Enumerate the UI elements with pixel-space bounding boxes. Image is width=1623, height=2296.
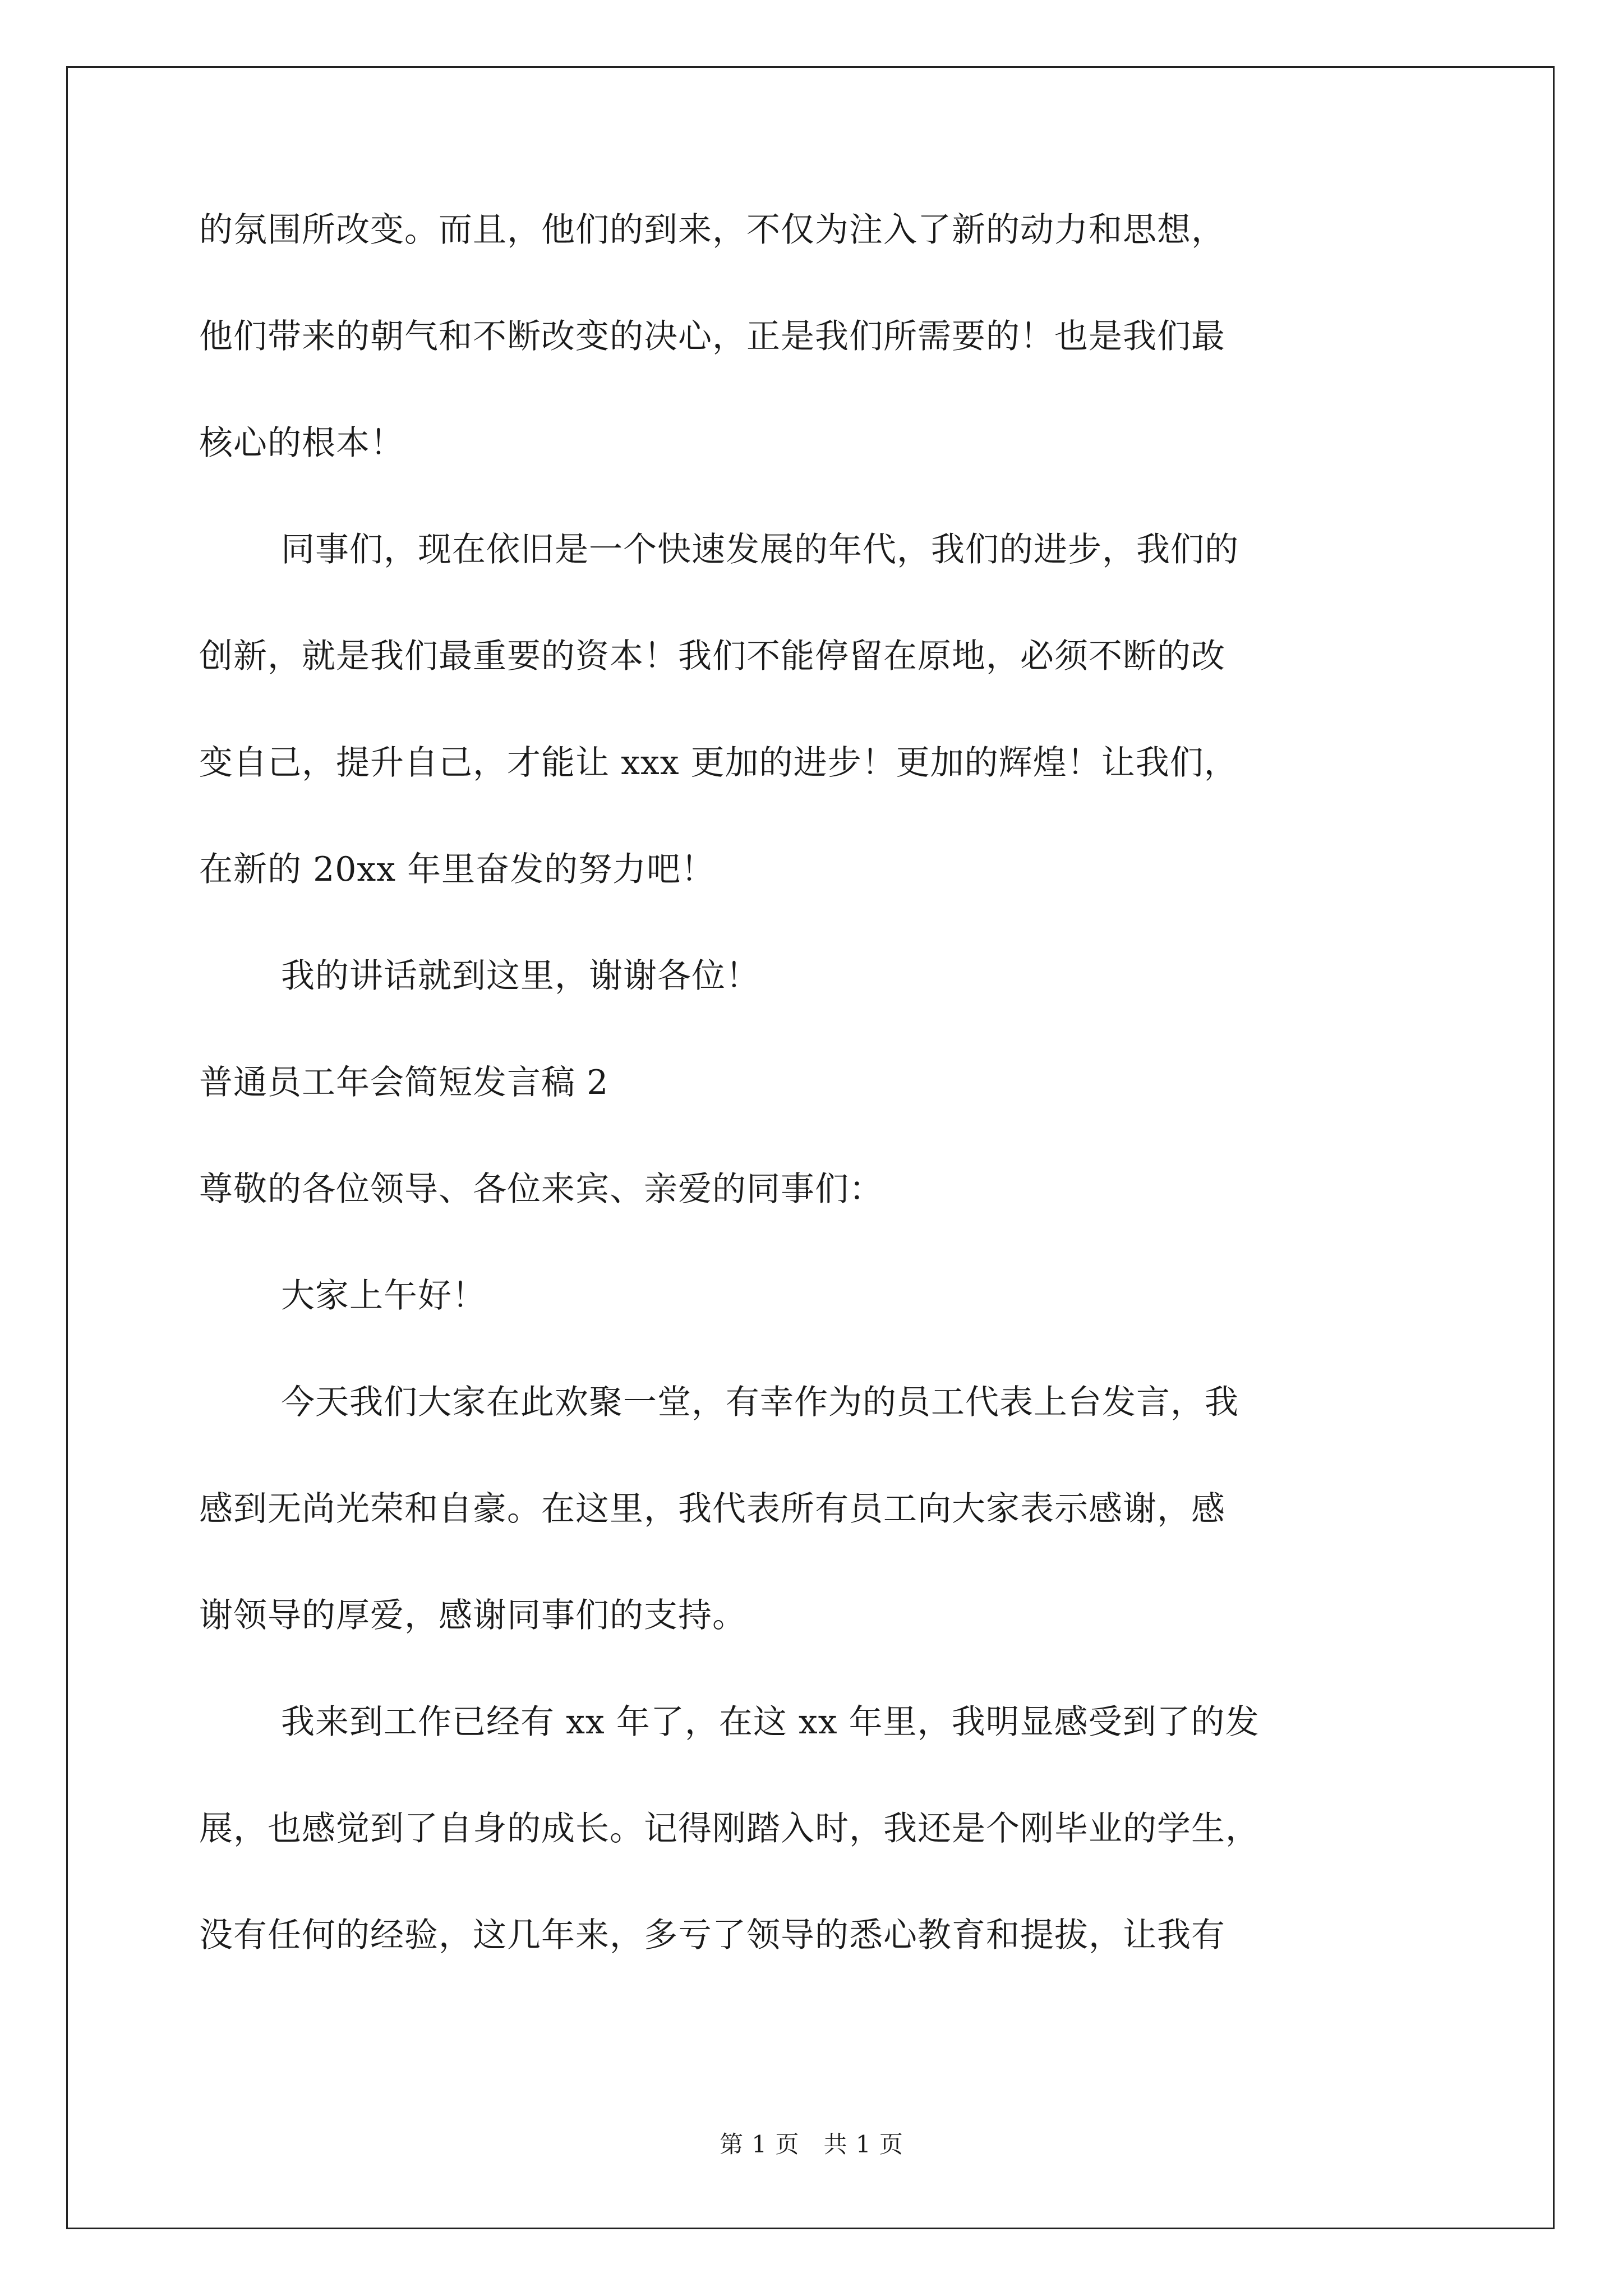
salutation: 尊敬的各位领导、各位来宾、亲爱的同事们： [199, 1170, 883, 1209]
text-line: 展，也感觉到了自身的成长。记得刚踏入时，我还是个刚毕业的学生， [199, 1809, 1260, 1848]
text-line: 谢领导的厚爱，感谢同事们的支持。 [199, 1596, 746, 1635]
closing-line: 我的讲话就到这里，谢谢各位！ [281, 956, 760, 996]
text-line: 在新的 20xx 年里奋发的努力吧！ [199, 850, 716, 889]
paragraph-start-line: 今天我们大家在此欢聚一堂，有幸作为的员工代表上台发言，我 [281, 1383, 1239, 1422]
text-line: 他们带来的朝气和不断改变的决心，正是我们所需要的！也是我们最 [199, 317, 1225, 356]
text-line: 核心的根本！ [199, 424, 404, 463]
text-line: 创新，就是我们最重要的资本！我们不能停留在原地，必须不断的改 [199, 637, 1225, 676]
section-title: 普通员工年会简短发言稿 2 [199, 1063, 609, 1102]
text-line: 的氛围所改变。而且，他们的到来，不仅为注入了新的动力和思想， [199, 210, 1225, 250]
text-line: 感到无尚光荣和自豪。在这里，我代表所有员工向大家表示感谢，感 [199, 1489, 1225, 1529]
text-line: 没有任何的经验，这几年来，多亏了领导的悉心教育和提拔，让我有 [199, 1916, 1225, 1955]
paragraph-start-line: 我来到工作已经有 xx 年了，在这 xx 年里，我明显感受到了的发 [281, 1703, 1260, 1742]
paragraph-start-line: 同事们，现在依旧是一个快速发展的年代，我们的进步，我们的 [281, 530, 1239, 569]
text-line: 变自己，提升自己，才能让 xxx 更加的进步！更加的辉煌！让我们， [199, 743, 1238, 783]
document-body [199, 210, 1433, 2025]
greeting: 大家上午好！ [281, 1276, 486, 1315]
page-footer: 第 1 页 共 1 页 [720, 2131, 903, 2158]
